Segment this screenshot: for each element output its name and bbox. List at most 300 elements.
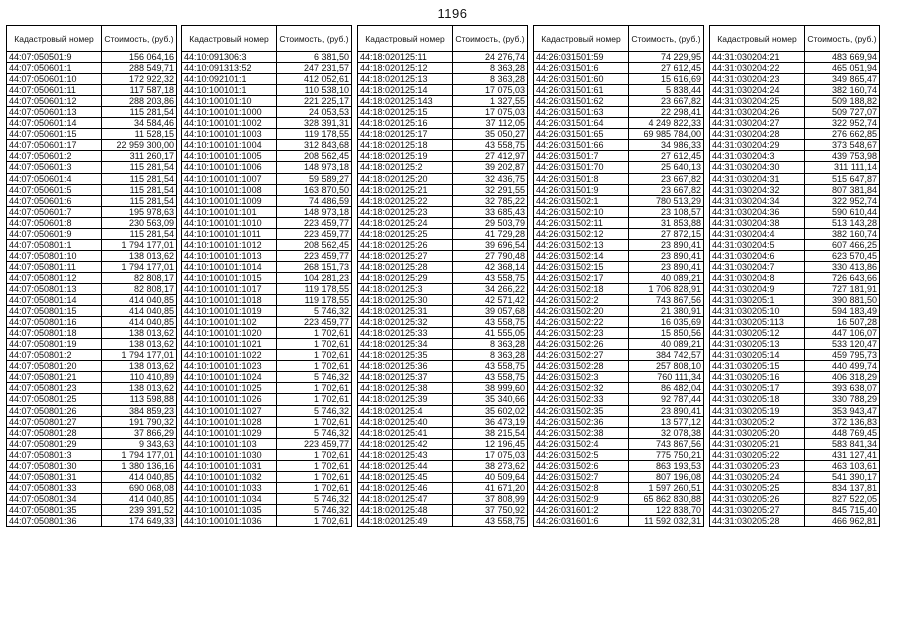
- cadastral-number-cell: 44:10:100101:10: [182, 96, 277, 107]
- cost-cell: 322 952,74: [805, 195, 880, 206]
- cost-cell: 27 790,48: [453, 250, 528, 261]
- table-row: [358, 427, 528, 438]
- table-row: [7, 118, 177, 129]
- table-row: [358, 394, 528, 405]
- cost-cell: 247 231,57: [277, 63, 352, 74]
- cadastral-number-cell: 44:10:100101:1025: [182, 383, 277, 394]
- table-row: [182, 151, 352, 162]
- cost-cell: 483 669,94: [805, 52, 880, 63]
- cost-cell: 32 078,38: [629, 427, 704, 438]
- table-row: [710, 184, 880, 195]
- cadastral-number-cell: 44:18:020125:35: [358, 350, 453, 361]
- cost-cell: 34 584,46: [102, 118, 177, 129]
- cadastral-number-cell: 44:26:031502:9: [534, 493, 629, 504]
- cost-cell: 35 050,27: [453, 129, 528, 140]
- cost-cell: 11 528,15: [102, 129, 177, 140]
- table-row: [534, 74, 704, 85]
- table-row: [182, 350, 352, 361]
- cadastral-table: [181, 25, 352, 527]
- header-cost: Стоимость, (руб.): [453, 26, 528, 52]
- cadastral-number-cell: 44:10:091306:3: [182, 52, 277, 63]
- cadastral-number-cell: 44:31:030204:38: [710, 217, 805, 228]
- cost-cell: 463 103,61: [805, 460, 880, 471]
- cadastral-number-cell: 44:18:020125:49: [358, 515, 453, 526]
- cost-cell: 412 052,61: [277, 74, 352, 85]
- cadastral-table: [6, 25, 177, 527]
- cost-cell: 607 466,25: [805, 239, 880, 250]
- cadastral-number-cell: 44:18:020125:19: [358, 151, 453, 162]
- cadastral-number-cell: 44:18:020125:143: [358, 96, 453, 107]
- cadastral-number-cell: 44:07:050801:30: [7, 460, 102, 471]
- cost-cell: 268 151,73: [277, 261, 352, 272]
- cadastral-number-cell: 44:31:030204:25: [710, 96, 805, 107]
- cadastral-number-cell: 44:10:100101:1035: [182, 504, 277, 515]
- cost-cell: 172 922,32: [102, 74, 177, 85]
- cadastral-number-cell: 44:26:031502:13: [534, 239, 629, 250]
- cadastral-number-cell: 44:26:031501:60: [534, 74, 629, 85]
- cost-cell: 35 340,66: [453, 394, 528, 405]
- cadastral-number-cell: 44:07:050801:23: [7, 383, 102, 394]
- cost-cell: 23 108,57: [629, 206, 704, 217]
- table-row: [182, 184, 352, 195]
- cadastral-number-cell: 44:18:020125:38: [358, 383, 453, 394]
- cost-cell: 541 390,17: [805, 471, 880, 482]
- cost-cell: 5 746,32: [277, 427, 352, 438]
- cost-cell: 69 985 784,00: [629, 129, 704, 140]
- table-row: [710, 449, 880, 460]
- cost-cell: 43 558,75: [453, 272, 528, 283]
- cost-cell: 583 841,34: [805, 438, 880, 449]
- cadastral-number-cell: 44:07:050601:17: [7, 140, 102, 151]
- cost-cell: 25 640,13: [629, 162, 704, 173]
- cadastral-number-cell: 44:31:030205:28: [710, 515, 805, 526]
- table-row: [182, 372, 352, 383]
- cost-cell: 117 587,18: [102, 85, 177, 96]
- cadastral-number-cell: 44:18:020125:11: [358, 52, 453, 63]
- cost-cell: 41 555,05: [453, 328, 528, 339]
- cost-cell: 32 291,55: [453, 184, 528, 195]
- cost-cell: 372 136,83: [805, 416, 880, 427]
- cost-cell: 43 558,75: [453, 515, 528, 526]
- cadastral-number-cell: 44:07:050801:3: [7, 449, 102, 460]
- table-row: [710, 151, 880, 162]
- table-row: [358, 239, 528, 250]
- cadastral-number-cell: 44:10:100101:103: [182, 438, 277, 449]
- cost-cell: 440 499,74: [805, 361, 880, 372]
- cadastral-number-cell: 44:10:100101:1007: [182, 173, 277, 184]
- cost-cell: 5 746,32: [277, 493, 352, 504]
- header-cost: Стоимость, (руб.): [629, 26, 704, 52]
- cost-cell: 115 281,54: [102, 228, 177, 239]
- cadastral-number-cell: 44:18:020125:44: [358, 460, 453, 471]
- table-row: [358, 405, 528, 416]
- table-row: [7, 306, 177, 317]
- cadastral-number-cell: 44:18:020125:42: [358, 438, 453, 449]
- cost-cell: 382 160,74: [805, 85, 880, 96]
- table-row: [358, 383, 528, 394]
- cost-cell: 119 178,55: [277, 283, 352, 294]
- cost-cell: 74 229,95: [629, 52, 704, 63]
- cost-cell: 115 281,54: [102, 184, 177, 195]
- cadastral-number-cell: 44:10:100101:1008: [182, 184, 277, 195]
- cadastral-table: [357, 25, 528, 527]
- table-row: [182, 283, 352, 294]
- table-row: [358, 416, 528, 427]
- table-row: [182, 295, 352, 306]
- cadastral-number-cell: 44:18:020125:47: [358, 493, 453, 504]
- cadastral-number-cell: 44:07:050601:7: [7, 206, 102, 217]
- cost-cell: 1 702,61: [277, 328, 352, 339]
- table-row: [7, 96, 177, 107]
- cost-cell: 138 013,62: [102, 383, 177, 394]
- cadastral-number-cell: 44:07:050601:15: [7, 129, 102, 140]
- cadastral-number-cell: 44:10:100101:1028: [182, 416, 277, 427]
- cadastral-number-cell: 44:26:031501:7: [534, 151, 629, 162]
- cadastral-number-cell: 44:18:020125:45: [358, 471, 453, 482]
- cadastral-number-cell: 44:18:020125:22: [358, 195, 453, 206]
- table-row: [7, 85, 177, 96]
- cost-cell: 119 178,55: [277, 295, 352, 306]
- cadastral-number-cell: 44:18:020125:12: [358, 63, 453, 74]
- cadastral-number-cell: 44:10:100101:1024: [182, 372, 277, 383]
- table-row: [7, 427, 177, 438]
- cost-cell: 807 196,08: [629, 471, 704, 482]
- cadastral-number-cell: 44:26:031502:23: [534, 328, 629, 339]
- table-row: [182, 460, 352, 471]
- table-row: [534, 184, 704, 195]
- cost-cell: 39 202,87: [453, 162, 528, 173]
- cost-cell: 35 602,02: [453, 405, 528, 416]
- cost-cell: 9 343,63: [102, 438, 177, 449]
- cost-cell: 74 486,59: [277, 195, 352, 206]
- cost-cell: 32 785,22: [453, 195, 528, 206]
- cost-cell: 775 750,21: [629, 449, 704, 460]
- table-row: [358, 306, 528, 317]
- table-row: [358, 438, 528, 449]
- table-row: [7, 140, 177, 151]
- cost-cell: 466 962,81: [805, 515, 880, 526]
- cost-cell: 382 160,74: [805, 228, 880, 239]
- table-row: [182, 405, 352, 416]
- table-row: [182, 239, 352, 250]
- cadastral-number-cell: 44:07:050601:9: [7, 228, 102, 239]
- table-row: [710, 328, 880, 339]
- table-row: [534, 449, 704, 460]
- cost-cell: 1 706 828,91: [629, 283, 704, 294]
- cost-cell: 16 507,28: [805, 317, 880, 328]
- table-row: [358, 460, 528, 471]
- table-row: [182, 383, 352, 394]
- cost-cell: 41 729,28: [453, 228, 528, 239]
- table-row: [534, 129, 704, 140]
- table-row: [534, 339, 704, 350]
- cadastral-number-cell: 44:10:100101:1020: [182, 328, 277, 339]
- cadastral-number-cell: 44:07:050801:26: [7, 405, 102, 416]
- table-row: [534, 306, 704, 317]
- cadastral-number-cell: 44:10:100101:1002: [182, 118, 277, 129]
- cadastral-number-cell: 44:10:091313:52: [182, 63, 277, 74]
- table-row: [710, 261, 880, 272]
- cost-cell: 5 838,44: [629, 85, 704, 96]
- table-row: [534, 350, 704, 361]
- table-row: [534, 151, 704, 162]
- cost-cell: 208 562,45: [277, 151, 352, 162]
- cadastral-number-cell: 44:10:100101:1032: [182, 471, 277, 482]
- cost-cell: 37 866,29: [102, 427, 177, 438]
- table-row: [534, 372, 704, 383]
- cadastral-number-cell: 44:07:050801:34: [7, 493, 102, 504]
- cost-cell: 1 702,61: [277, 383, 352, 394]
- cadastral-number-cell: 44:10:100101:1017: [182, 283, 277, 294]
- table-row: [182, 317, 352, 328]
- cost-cell: 1 702,61: [277, 416, 352, 427]
- table-row: [534, 261, 704, 272]
- table-row: [710, 427, 880, 438]
- cost-cell: 1 794 177,01: [102, 239, 177, 250]
- cadastral-number-cell: 44:07:050801:36: [7, 515, 102, 526]
- cost-cell: 113 598,88: [102, 394, 177, 405]
- cost-cell: 330 788,29: [805, 394, 880, 405]
- table-row: [534, 317, 704, 328]
- table-row: [182, 129, 352, 140]
- table-row: [534, 162, 704, 173]
- header-cost: Стоимость, (руб.): [277, 26, 352, 52]
- cadastral-number-cell: 44:18:020125:28: [358, 261, 453, 272]
- cost-cell: 726 643,66: [805, 272, 880, 283]
- cadastral-number-cell: 44:31:030204:21: [710, 52, 805, 63]
- table-row: [182, 471, 352, 482]
- table-row: [358, 74, 528, 85]
- cadastral-number-cell: 44:07:050601:6: [7, 195, 102, 206]
- table-row: [534, 295, 704, 306]
- cost-cell: 43 558,75: [453, 361, 528, 372]
- cadastral-number-cell: 44:31:030204:29: [710, 140, 805, 151]
- cost-cell: 1 702,61: [277, 449, 352, 460]
- cost-cell: 110 410,89: [102, 372, 177, 383]
- table-row: [182, 449, 352, 460]
- cost-cell: 827 522,05: [805, 493, 880, 504]
- cadastral-number-cell: 44:31:030205:23: [710, 460, 805, 471]
- cost-cell: 1 702,61: [277, 394, 352, 405]
- cadastral-number-cell: 44:07:050801:20: [7, 361, 102, 372]
- table-row: [182, 228, 352, 239]
- cadastral-number-cell: 44:18:020125:36: [358, 361, 453, 372]
- cost-cell: 834 137,81: [805, 482, 880, 493]
- table-row: [710, 515, 880, 526]
- table-row: [710, 140, 880, 151]
- cadastral-number-cell: 44:26:031501:8: [534, 173, 629, 184]
- cost-cell: 1 794 177,01: [102, 261, 177, 272]
- table-row: [710, 129, 880, 140]
- cost-cell: 5 746,32: [277, 405, 352, 416]
- table-row: [710, 394, 880, 405]
- cadastral-number-cell: 44:10:100101:1018: [182, 295, 277, 306]
- cadastral-number-cell: 44:31:030204:9: [710, 283, 805, 294]
- cost-cell: 414 040,85: [102, 471, 177, 482]
- cadastral-number-cell: 44:07:050801:27: [7, 416, 102, 427]
- cost-cell: 807 381,84: [805, 184, 880, 195]
- table-row: [710, 239, 880, 250]
- table-row: [182, 261, 352, 272]
- table-row: [7, 328, 177, 339]
- table-row: [534, 52, 704, 63]
- table-row: [7, 283, 177, 294]
- cadastral-number-cell: 44:18:020125:15: [358, 107, 453, 118]
- cost-cell: 1 702,61: [277, 515, 352, 526]
- table-row: [710, 350, 880, 361]
- cadastral-number-cell: 44:31:030204:7: [710, 261, 805, 272]
- table-row: [710, 173, 880, 184]
- cadastral-number-cell: 44:07:050801:12: [7, 272, 102, 283]
- cadastral-number-cell: 44:18:020125:26: [358, 239, 453, 250]
- cadastral-number-cell: 44:31:030205:113: [710, 317, 805, 328]
- cadastral-table: [533, 25, 704, 527]
- table-row: [358, 118, 528, 129]
- table-row: [534, 383, 704, 394]
- table-row: [182, 394, 352, 405]
- table-row: [358, 261, 528, 272]
- cost-cell: 40 509,64: [453, 471, 528, 482]
- cadastral-number-cell: 44:18:020125:13: [358, 74, 453, 85]
- cost-cell: 27 872,15: [629, 228, 704, 239]
- cost-cell: 27 412,97: [453, 151, 528, 162]
- cost-cell: 37 808,99: [453, 493, 528, 504]
- cadastral-number-cell: 44:07:050601:10: [7, 74, 102, 85]
- cadastral-number-cell: 44:31:030204:24: [710, 85, 805, 96]
- cost-cell: 863 193,53: [629, 460, 704, 471]
- cost-cell: 322 952,74: [805, 118, 880, 129]
- cadastral-number-cell: 44:10:100101:1021: [182, 339, 277, 350]
- table-row: [710, 283, 880, 294]
- cost-cell: 24 276,74: [453, 52, 528, 63]
- table-row: [7, 151, 177, 162]
- table-row: [710, 228, 880, 239]
- cost-cell: 29 503,79: [453, 217, 528, 228]
- cadastral-number-cell: 44:18:020125:16: [358, 118, 453, 129]
- cost-cell: 17 075,03: [453, 449, 528, 460]
- cadastral-number-cell: 44:07:050801:29: [7, 438, 102, 449]
- cost-cell: 509 188,82: [805, 96, 880, 107]
- cost-cell: 594 183,49: [805, 306, 880, 317]
- table-row: [182, 306, 352, 317]
- table-row: [358, 184, 528, 195]
- cadastral-number-cell: 44:18:020125:34: [358, 339, 453, 350]
- table-row: [358, 217, 528, 228]
- cost-cell: 447 106,07: [805, 328, 880, 339]
- cost-cell: 1 702,61: [277, 339, 352, 350]
- cadastral-number-cell: 44:26:031601:6: [534, 515, 629, 526]
- table-row: [7, 317, 177, 328]
- cadastral-number-cell: 44:10:100101:1029: [182, 427, 277, 438]
- cost-cell: 727 181,91: [805, 283, 880, 294]
- table-row: [358, 372, 528, 383]
- cadastral-number-cell: 44:07:050801:35: [7, 504, 102, 515]
- cadastral-number-cell: 44:10:100101:1030: [182, 449, 277, 460]
- table-row: [182, 515, 352, 526]
- cost-cell: 6 381,50: [277, 52, 352, 63]
- cost-cell: 195 978,63: [102, 206, 177, 217]
- cadastral-number-cell: 44:26:031502:12: [534, 228, 629, 239]
- table-column-5: [709, 25, 879, 527]
- table-row: [710, 52, 880, 63]
- cadastral-number-cell: 44:26:031501:6: [534, 63, 629, 74]
- cadastral-number-cell: 44:10:100101:1036: [182, 515, 277, 526]
- cost-cell: 23 890,41: [629, 261, 704, 272]
- cost-cell: 82 808,17: [102, 283, 177, 294]
- cost-cell: 349 865,47: [805, 74, 880, 85]
- header-cadastral: Кадастровый номер: [358, 26, 453, 52]
- cadastral-number-cell: 44:31:030204:28: [710, 129, 805, 140]
- cadastral-number-cell: 44:26:031502:27: [534, 350, 629, 361]
- cost-cell: 22 959 300,00: [102, 140, 177, 151]
- table-row: [7, 394, 177, 405]
- cadastral-number-cell: 44:18:020125:17: [358, 129, 453, 140]
- table-row: [710, 217, 880, 228]
- table-row: [710, 295, 880, 306]
- cost-cell: 23 667,82: [629, 173, 704, 184]
- cadastral-number-cell: 44:31:030205:20: [710, 427, 805, 438]
- cost-cell: 27 612,45: [629, 63, 704, 74]
- table-column-4: [533, 25, 703, 527]
- cost-cell: 42 368,14: [453, 261, 528, 272]
- cadastral-number-cell: 44:07:050601:14: [7, 118, 102, 129]
- cost-cell: 353 943,47: [805, 405, 880, 416]
- cadastral-number-cell: 44:07:050801:21: [7, 372, 102, 383]
- cost-cell: 223 459,77: [277, 250, 352, 261]
- cost-cell: 104 281,23: [277, 272, 352, 283]
- table-row: [358, 493, 528, 504]
- table-row: [182, 162, 352, 173]
- header-cadastral: Кадастровый номер: [534, 26, 629, 52]
- table-row: [710, 107, 880, 118]
- table-row: [182, 206, 352, 217]
- cost-cell: 414 040,85: [102, 295, 177, 306]
- cost-cell: 148 973,18: [277, 162, 352, 173]
- cadastral-number-cell: 44:26:031502:26: [534, 339, 629, 350]
- table-row: [182, 96, 352, 107]
- cost-cell: 1 380 136,16: [102, 460, 177, 471]
- cost-cell: 23 890,41: [629, 239, 704, 250]
- cost-cell: 32 436,75: [453, 173, 528, 184]
- cadastral-number-cell: 44:26:031502:4: [534, 438, 629, 449]
- table-row: [534, 118, 704, 129]
- cadastral-number-cell: 44:26:031502:17: [534, 272, 629, 283]
- cost-cell: 390 881,50: [805, 295, 880, 306]
- cadastral-number-cell: 44:31:030204:34: [710, 195, 805, 206]
- cadastral-number-cell: 44:10:100101:1023: [182, 361, 277, 372]
- table-row: [7, 460, 177, 471]
- cost-cell: 4 249 822,33: [629, 118, 704, 129]
- cadastral-number-cell: 44:10:100101:1011: [182, 228, 277, 239]
- cadastral-number-cell: 44:18:020125:4: [358, 405, 453, 416]
- table-row: [7, 217, 177, 228]
- cost-cell: 138 013,62: [102, 339, 177, 350]
- header-cadastral: Кадастровый номер: [7, 26, 102, 52]
- cost-cell: 37 112,05: [453, 118, 528, 129]
- cadastral-number-cell: 44:18:020125:33: [358, 328, 453, 339]
- cadastral-number-cell: 44:31:030204:36: [710, 206, 805, 217]
- cadastral-number-cell: 44:31:030204:23: [710, 74, 805, 85]
- table-row: [7, 350, 177, 361]
- cadastral-number-cell: 44:26:031501:70: [534, 162, 629, 173]
- table-row: [710, 162, 880, 173]
- cost-cell: 86 482,04: [629, 383, 704, 394]
- table-row: [358, 339, 528, 350]
- cadastral-number-cell: 44:07:050801:11: [7, 261, 102, 272]
- table-row: [534, 140, 704, 151]
- table-row: [7, 405, 177, 416]
- table-row: [182, 272, 352, 283]
